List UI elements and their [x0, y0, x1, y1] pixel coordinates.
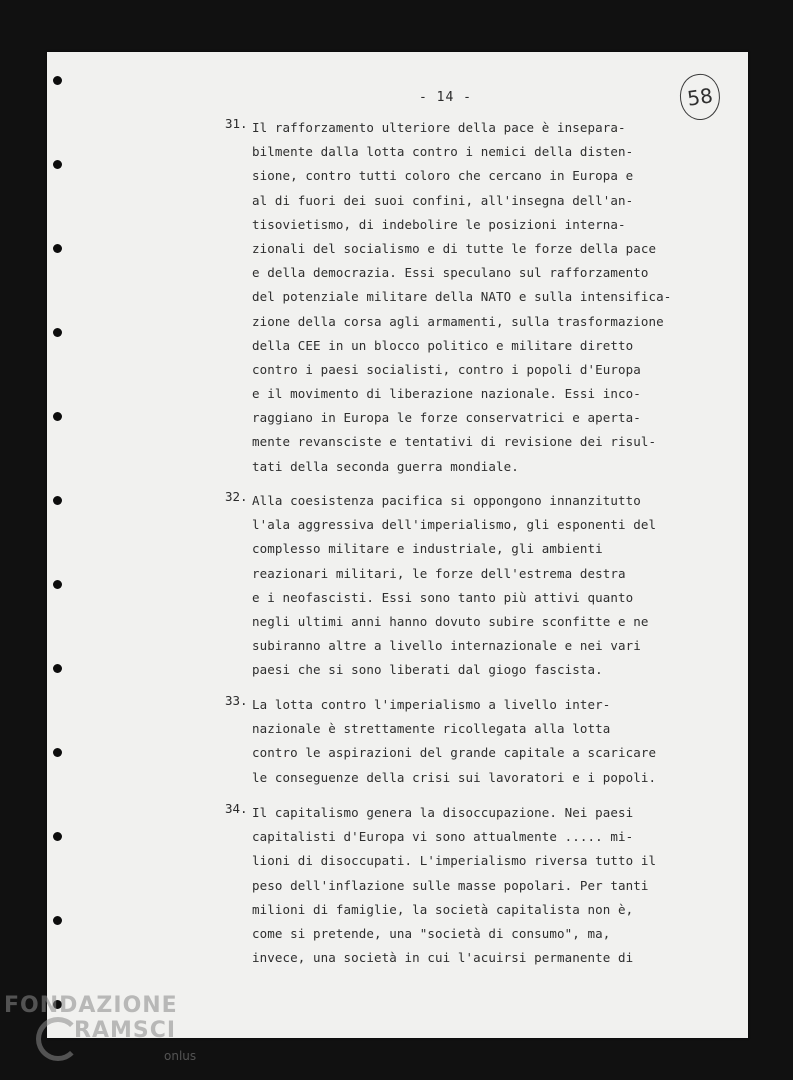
- text-line: sione, contro tutti coloro che cercano in Europa e: [252, 168, 634, 184]
- text-line: tati della seconda guerra mondiale.: [252, 458, 519, 474]
- punch-hole: [53, 328, 62, 337]
- text-line: e i neofascisti. Essi sono tanto più attivi quanto: [252, 589, 634, 605]
- text-line: l'ala aggressiva dell'imperialismo, gli esponenti del: [252, 517, 657, 533]
- text-line: come si pretende, una "società di consumo", ma,: [252, 925, 611, 941]
- archive-number-stamp: 58: [677, 71, 723, 122]
- text-line: contro le aspirazioni del grande capitale a scaricare: [252, 745, 657, 761]
- text-line: nazionale è strettamente ricollegata alla lotta: [252, 721, 611, 737]
- punch-hole: [53, 664, 62, 673]
- text-line: negli ultimi anni hanno dovuto subire sconfitte e ne: [252, 613, 649, 629]
- punch-hole: [53, 76, 62, 85]
- paragraph-number: 32.: [225, 489, 248, 504]
- text-line: del potenziale militare della NATO e sulla intensifica-: [252, 289, 672, 305]
- text-line: e il movimento di liberazione nazionale. Essi inco-: [252, 386, 641, 402]
- text-line: al di fuori dei suoi confini, all'insegna dell'an-: [252, 192, 634, 208]
- punch-hole: [53, 748, 62, 757]
- document-page: [47, 52, 748, 1038]
- text-line: Il capitalismo genera la disoccupazione. Nei paesi: [252, 805, 634, 820]
- text-line: peso dell'inflazione sulle masse popolari. Per tanti: [252, 877, 649, 893]
- text-line: mente revansciste e tentativi di revisione dei risul-: [252, 434, 657, 450]
- text-line: complesso militare e industriale, gli ambienti: [252, 541, 603, 557]
- text-line: subiranno altre a livello internazionale e nei vari: [252, 638, 641, 654]
- text-line: La lotta contro l'imperialismo a livello inter-: [252, 697, 611, 712]
- text-line: zione della corsa agli armamenti, sulla trasformazione: [252, 313, 664, 329]
- watermark-suffix: onlus: [164, 1049, 197, 1063]
- text-line: della CEE in un blocco politico e militare diretto: [252, 337, 634, 353]
- paragraph-34: [225, 801, 732, 970]
- text-line: Alla coesistenza pacifica si oppongono innanzitutto: [252, 493, 641, 508]
- text-line: e della democrazia. Essi speculano sul rafforzamento: [252, 265, 649, 281]
- paragraph-number: 33.: [225, 693, 248, 708]
- punch-hole: [53, 580, 62, 589]
- paragraph-number: 34.: [225, 801, 248, 816]
- text-line: paesi che si sono liberati dal giogo fascista.: [252, 662, 603, 678]
- text-line: bilmente dalla lotta contro i nemici della disten-: [252, 144, 634, 160]
- watermark-line-1: FONDAZIONE: [4, 993, 178, 1018]
- punch-hole: [53, 496, 62, 505]
- text-line: raggiano in Europa le forze conservatrici e aperta-: [252, 410, 641, 426]
- paragraph-lines: [252, 801, 732, 970]
- paragraph-33: [225, 693, 732, 790]
- text-line: invece, una società in cui l'acuirsi permanente di: [252, 950, 634, 966]
- text-line: reazionari militari, le forze dell'estrema destra: [252, 565, 626, 581]
- text-line: capitalisti d'Europa vi sono attualmente ..... mi-: [252, 829, 634, 845]
- punch-hole: [53, 832, 62, 841]
- paragraph-lines: [252, 693, 732, 790]
- punch-hole: [53, 916, 62, 925]
- paragraph-lines: [252, 116, 732, 479]
- watermark-line-2: RAMSCI: [74, 1018, 177, 1043]
- paragraph-32: [225, 489, 732, 683]
- punch-hole: [53, 244, 62, 253]
- paragraph-31: [225, 116, 732, 479]
- text-line: le conseguenze della crisi sui lavoratori e i popoli.: [252, 769, 657, 785]
- paragraph-number: 31.: [225, 116, 248, 131]
- page-number: - 14 -: [419, 90, 472, 105]
- text-line: Il rafforzamento ulteriore della pace è insepara-: [252, 120, 626, 135]
- text-line: milioni di famiglie, la società capitalista non è,: [252, 901, 634, 917]
- punch-hole: [53, 160, 62, 169]
- text-line: tisovietismo, di indebolire le posizioni interna-: [252, 216, 626, 232]
- text-line: lioni di disoccupati. L'imperialismo riversa tutto il: [252, 853, 657, 869]
- text-line: contro i paesi socialisti, contro i popoli d'Europa: [252, 361, 641, 377]
- paragraph-lines: [252, 489, 732, 683]
- text-line: zionali del socialismo e di tutte le forze della pace: [252, 240, 657, 256]
- punch-hole: [53, 412, 62, 421]
